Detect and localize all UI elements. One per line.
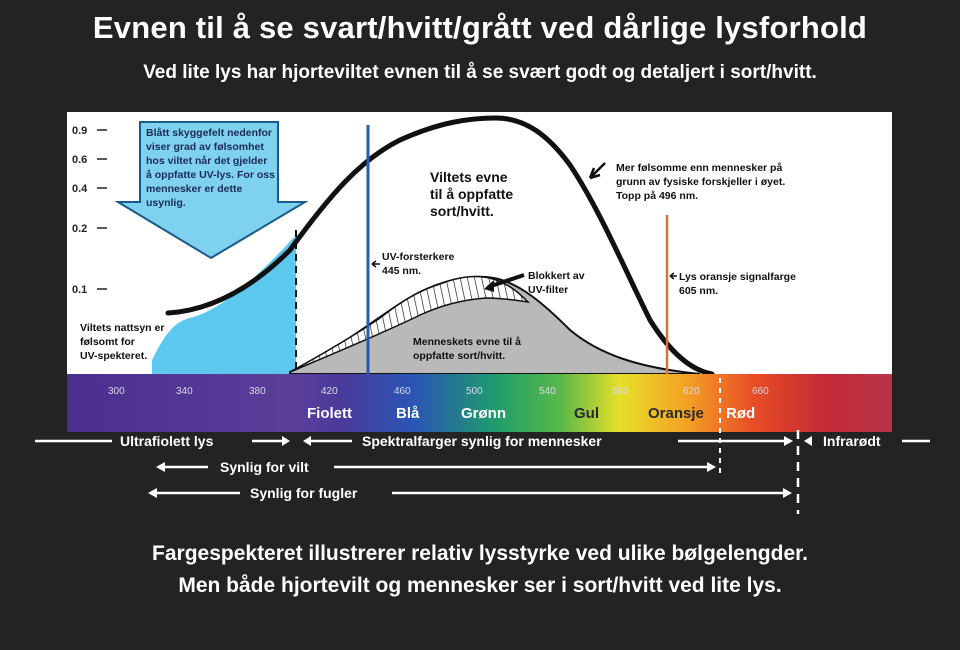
color-name-green: Grønn: [461, 405, 506, 422]
page-subtitle: Ved lite lys har hjorteviltet evnen til å se svært godt og detaljert i sort/hvitt.: [143, 62, 817, 83]
svg-text:oppfatte sort/hvitt.: oppfatte sort/hvitt.: [413, 350, 506, 362]
x-tick-label: 300: [108, 386, 125, 397]
birds-range-label: Synlig for fugler: [250, 485, 358, 501]
footer-line-1: Fargespekteret illustrerer relativ lysstyrke ved ulike bølgelengder.: [152, 542, 808, 565]
game-right-arrowhead-icon: [707, 462, 716, 472]
footer-caption: [0, 538, 960, 602]
birds-left-arrowhead-icon: [148, 488, 157, 498]
x-tick-label: 500: [466, 386, 483, 397]
x-tick-label: 420: [321, 386, 338, 397]
y-tick-label: 0.4: [72, 183, 88, 195]
x-tick-label: 660: [752, 386, 769, 397]
x-tick-label: 460: [394, 386, 411, 397]
spectral-right-arrowhead-icon: [784, 436, 793, 446]
svg-text:grunn av fysiske forskjeller i: grunn av fysiske forskjeller i øyet.: [616, 176, 786, 188]
y-tick-label: 0.9: [72, 125, 88, 137]
x-tick-label: 580: [612, 386, 629, 397]
svg-text:Viltets evne: Viltets evne: [430, 169, 508, 185]
page-title: Evnen til å se svart/hvitt/grått ved dårlige lysforhold: [92, 10, 868, 45]
svg-text:viser grad av følsomhet: viser grad av følsomhet: [146, 141, 264, 153]
svg-text:Topp på 496 nm.: Topp på 496 nm.: [616, 190, 699, 202]
color-name-red: Rød: [726, 405, 756, 422]
y-tick-label: 0.1: [72, 284, 88, 296]
svg-text:mennesker er dette: mennesker er dette: [146, 183, 243, 195]
y-tick-label: 0.6: [72, 154, 88, 166]
svg-text:til å oppfatte: til å oppfatte: [430, 186, 514, 202]
svg-text:å oppfatte UV-lys. For oss: å oppfatte UV-lys. For oss: [146, 169, 275, 181]
spectral-left-arrowhead-icon: [303, 436, 311, 446]
svg-text:445 nm.: 445 nm.: [382, 265, 422, 277]
svg-text:Lys oransje signalfarge: Lys oransje signalfarge: [679, 271, 796, 283]
svg-text:UV-filter: UV-filter: [528, 284, 569, 296]
color-spectrum-bar: [67, 374, 892, 432]
x-tick-label: 340: [176, 386, 193, 397]
svg-text:hos viltet når det gjelder: hos viltet når det gjelder: [146, 155, 268, 167]
uv-range-label: Ultrafiolett lys: [120, 433, 214, 449]
svg-text:usynlig.: usynlig.: [146, 197, 186, 209]
ir-left-arrowhead-icon: [804, 436, 812, 446]
svg-text:UV-forsterkere: UV-forsterkere: [382, 251, 455, 263]
x-tick-label: 620: [683, 386, 700, 397]
footer-line-2: Men både hjortevilt og mennesker ser i sort/hvitt ved lite lys.: [178, 574, 782, 597]
svg-text:UV-spekteret.: UV-spekteret.: [80, 350, 148, 362]
color-name-yellow: Gul: [574, 405, 599, 422]
game-left-arrowhead-icon: [156, 462, 165, 472]
color-name-orange: Oransje: [648, 405, 704, 422]
birds-right-arrowhead-icon: [783, 488, 792, 498]
spectral-range-label: Spektralfarger synlig for mennesker: [362, 433, 602, 449]
svg-text:sort/hvitt.: sort/hvitt.: [430, 203, 494, 219]
svg-text:Menneskets evne til å: Menneskets evne til å: [413, 336, 521, 348]
color-name-blue: Blå: [396, 405, 420, 422]
ir-range-label: Infrarødt: [823, 433, 881, 449]
svg-text:Mer følsomme enn mennesker på: Mer følsomme enn mennesker på: [616, 162, 783, 174]
svg-text:Blokkert av: Blokkert av: [528, 270, 585, 282]
svg-text:følsomt for: følsomt for: [80, 336, 135, 348]
y-tick-label: 0.2: [72, 223, 88, 235]
x-tick-label: 540: [539, 386, 556, 397]
game-range-label: Synlig for vilt: [220, 459, 309, 475]
uv-right-arrowhead-icon: [282, 436, 290, 446]
x-tick-label: 380: [249, 386, 266, 397]
svg-text:Blått skyggefelt nedenfor: Blått skyggefelt nedenfor: [146, 127, 273, 139]
color-name-violet: Fiolett: [307, 405, 352, 422]
svg-text:Viltets nattsyn er: Viltets nattsyn er: [80, 322, 165, 334]
svg-text:605 nm.: 605 nm.: [679, 285, 719, 297]
